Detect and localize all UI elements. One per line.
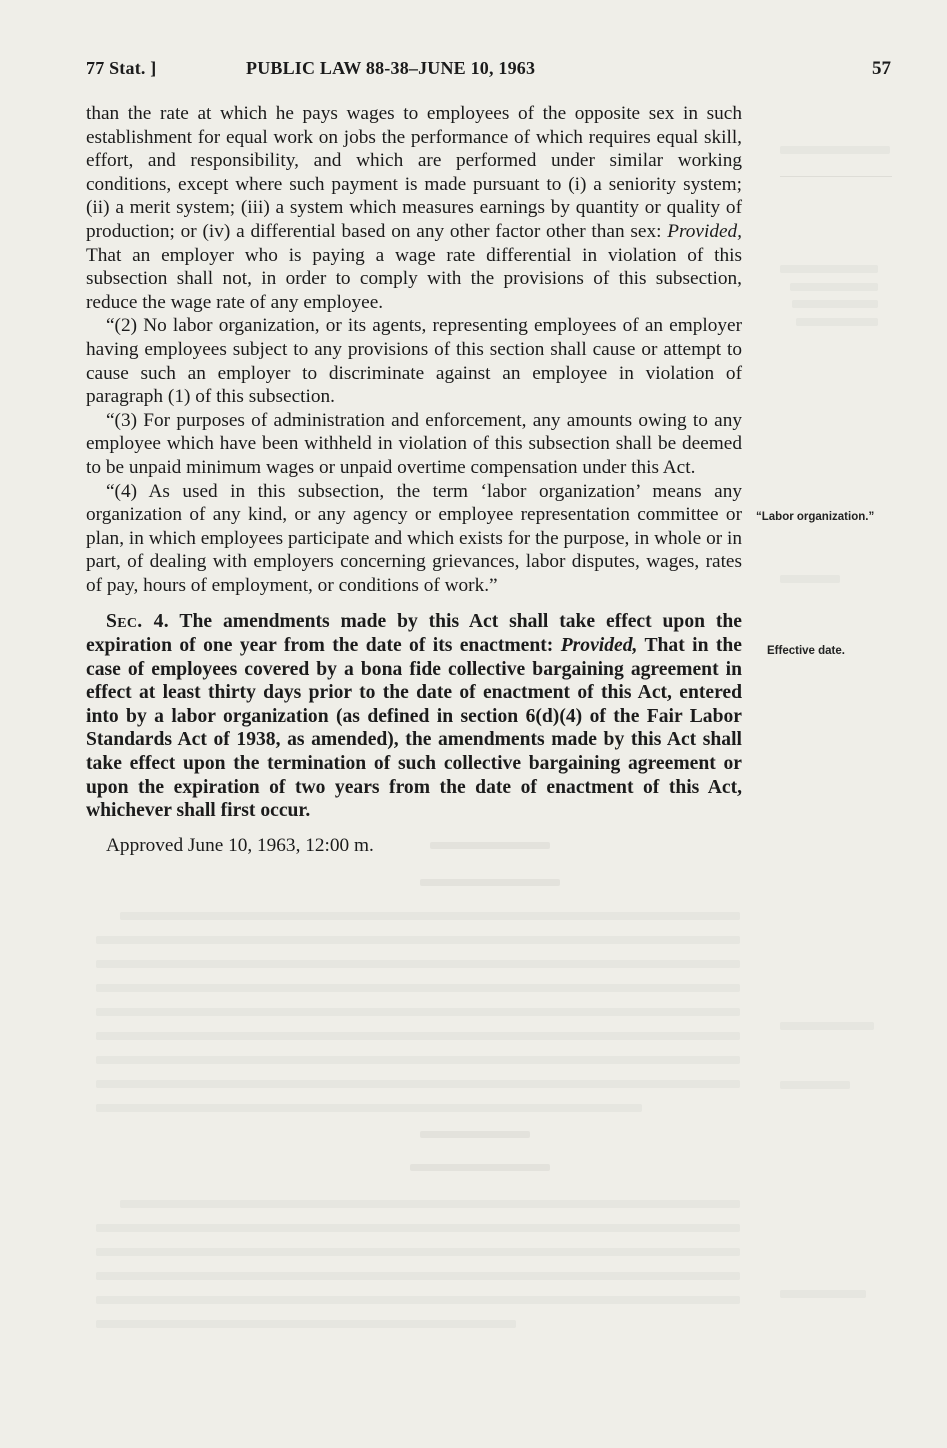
approval-date: Approved June 10, 1963, 12:00 m. [106, 834, 374, 856]
section-4-text-b: That in the case of employees covered by a bona fide collective bargaining agreement in effect at least thirty days prior to the date of enactment of this Act, entered into by a labor organization (as defined in section 6(d)(4) of the Fair Labor Standards Act of 1938, as amended), the amendments made by this Act shall take effect upon the termination of such collective bargaining agreement or upon the expiration of two years from the date of enactment of this Act, whichever shall first occur. [86, 635, 742, 822]
paragraph-1-provided: Provided, [667, 220, 742, 242]
paragraph-1-text-a: than the rate at which he pays wages to employees of the opposite sex in such establishment for equal work on jobs the performance of which requires equal skill, effort, and responsibility, and which are performed under similar working conditions, except where such payment is made pursuant to (i) a seniority system; (ii) a merit system; (iii) a system which measures earnings by quantity or quality of production; or (iv) a differential based on any other factor other than sex: [86, 103, 742, 242]
margin-note-labor-organization: “Labor organization.” [756, 511, 875, 523]
statute-reference: 77 Stat. ] [86, 58, 157, 78]
paragraph-2: “(2) No labor organization, or its agents, representing employees of an employer having employees subject to any provisions of this section shall cause or attempt to cause such an employer to discriminate against an employee in violation of paragraph (1) of this subsection. [86, 315, 742, 408]
section-4-provided: Provided, [560, 635, 638, 657]
section-4-text-a: The amendments made by this Act shall take effect upon the expiration of one year from the date of its enactment: [86, 611, 742, 657]
paragraph-3: “(3) For purposes of administration and enforcement, any amounts owing to any employee which have been withheld in violation of this subsection shall be deemed to be unpaid minimum wages or unpaid overtime compensation under this Act. [86, 409, 742, 478]
page-number: 57 [872, 58, 891, 79]
section-4 [86, 610, 742, 822]
paragraph-4: “(4) As used in this subsection, the term ‘labor organization’ means any organization of any kind, or any agency or employee representation committee or plan, in which employees participate and which exists for the purpose, in whole or in part, of dealing with employers concerning grievances, labor disputes, wages, rates of pay, hours of employment, or conditions of work.” [86, 480, 742, 596]
section-4-label: Sec. 4. [106, 611, 169, 633]
paragraph-1 [86, 102, 742, 314]
paragraph-1-text-b: That an employer who is paying a wage rate differential in violation of this subsection shall not, in order to comply with the provisions of this subsection, reduce the wage rate of any employee. [86, 244, 742, 313]
running-header [86, 58, 891, 88]
margin-note-effective-date: Effective date. [767, 645, 845, 657]
public-law-title: PUBLIC LAW 88-38–JUNE 10, 1963 [246, 58, 536, 78]
main-text [86, 102, 742, 857]
